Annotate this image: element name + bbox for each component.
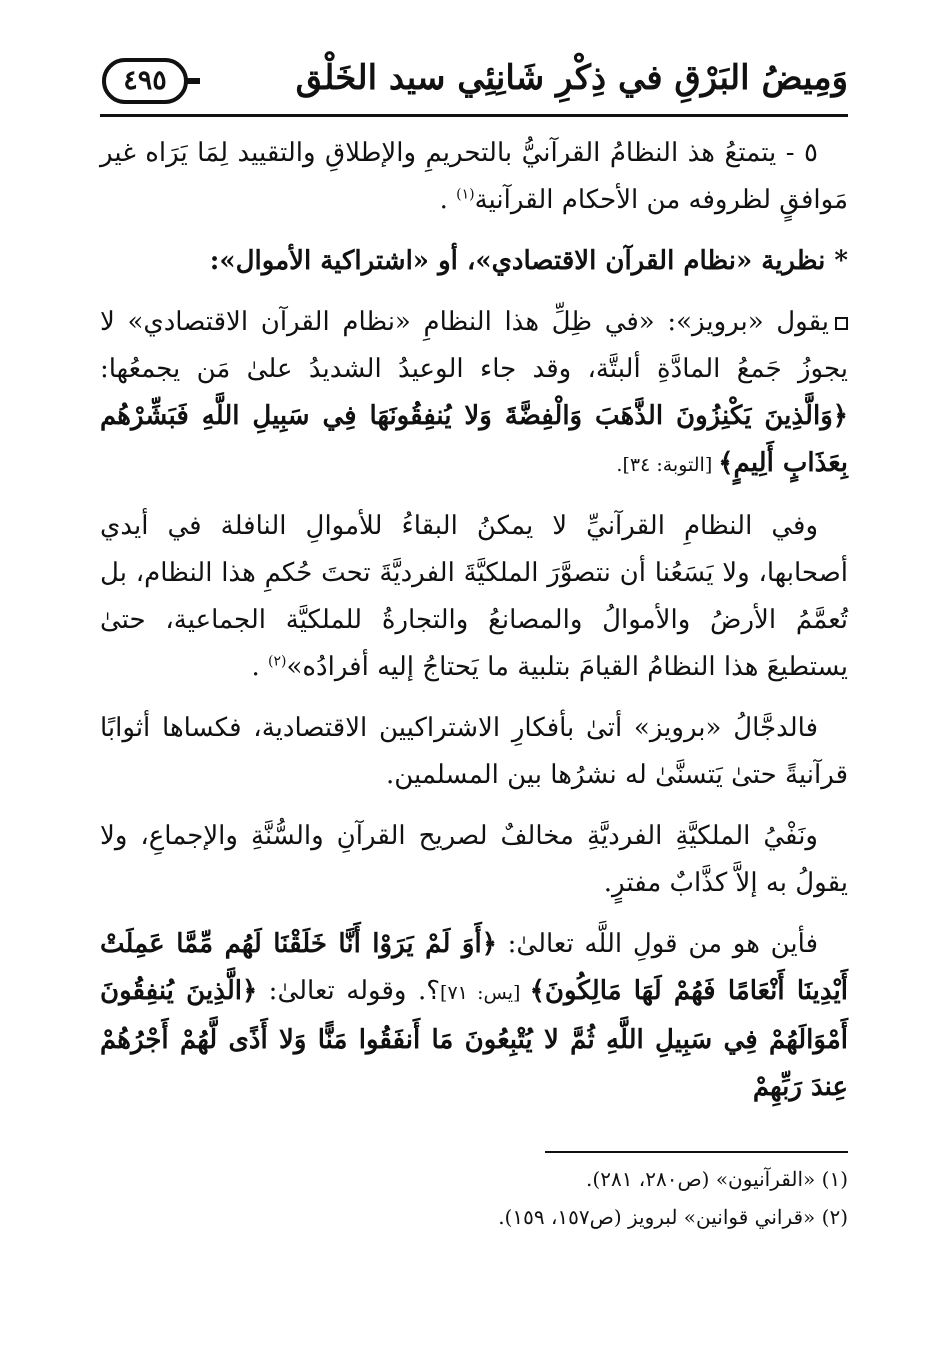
paragraph-end: . xyxy=(251,652,269,682)
paragraph-text: وفي النظامِ القرآنيِّ لا يمكنُ البقاءُ للأموالِ النافلة في أيدي أصحابها، ولا يَسَعُنا أن نتصوَّرَ الملكيَّةَ الفرديَّةَ تحتَ حُكمِ هذا النظام، بل تُعمَّمُ الأرضُ والأموالُ والمصانعُ والتجارةُ للملكيَّة الجماعية، حتىٰ يستطيعَ هذا النظامُ القيامَ بتلبية ما يَحتاجُ إليه أفرادُه» xyxy=(100,511,848,682)
paragraph-end: . xyxy=(439,185,457,215)
paragraph-quote-cont xyxy=(100,503,848,691)
quran-verse: ﴿أَوَ لَمْ يَرَوْا أَنَّا خَلَقْنَا لَهُم مِّمَّا عَمِلَتْ أَيْدِينَا أَنْعَامًا فَهُمْ لَهَا مَالِكُونَ﴾ xyxy=(100,929,848,1006)
section-heading: * نظرية «نظام القرآن الاقتصادي»، أو «اشتراكية الأموال»: xyxy=(209,246,848,276)
footnote-2: (٢) «قراني قوانين» لبرويز (ص١٥٧، ١٥٩). xyxy=(498,1205,848,1229)
footnote-marker-2[interactable]: (٢) xyxy=(268,653,287,670)
paragraph-ruling: ونَفْيُ الملكيَّةِ الفرديَّةِ مخالفٌ لصريح القرآنِ والسُّنَّةِ والإجماعِ، ولا يقولُ به إلاَّ كذَّابٌ مفترٍ. xyxy=(100,821,848,898)
paragraph-text: يقول «برويز»: «في ظِلِّ هذا النظامِ «نظام القرآن الاقتصادي» لا يجوزُ جَمعُ المادَّةِ ألبتَّة، وقد جاء الوعيدُ الشديدُ علىٰ مَن يجمعُها: xyxy=(100,307,848,384)
page-number: ٤٩٥ xyxy=(102,58,188,104)
paragraph-commentary: فالدجَّالُ «برويز» أتىٰ بأفكارِ الاشتراكيين الاقتصادية، فكساها أثوابًا قرآنيةً حتىٰ يَتسنَّىٰ له نشرُها بين المسلمين. xyxy=(100,713,848,790)
running-header xyxy=(100,52,848,118)
quran-verse: ﴿وَالَّذِينَ يَكْنِزُونَ الذَّهَبَ وَالْفِضَّةَ وَلا يُنفِقُونَهَا فِي سَبِيلِ اللَّهِ فَبَشِّرْهُم بِعَذَابٍ أَلِيمٍ﴾ xyxy=(100,401,848,478)
header-divider xyxy=(100,114,848,117)
square-bullet-icon xyxy=(835,317,848,330)
paragraph-text: ٥ - يتمتعُ هذ النظامُ القرآنيُّ بالتحريمِ والإطلاقِ والتقييد لِمَا يَرَاه غير مَوافقٍ لظروفه من الأحكام القرآنية xyxy=(100,138,848,215)
footnotes xyxy=(100,1160,848,1236)
paragraph-point-5 xyxy=(100,130,848,224)
paragraph-evidence xyxy=(100,921,848,1111)
page-badge-decoration xyxy=(186,78,200,84)
footnote-1: (١) «القرآنيون» (ص٢٨٠، ٢٨١). xyxy=(586,1167,848,1191)
paragraph-text: فأين هو من قولِ اللَّه تعالىٰ: xyxy=(496,929,819,959)
main-text xyxy=(100,130,848,1125)
footnote-divider xyxy=(545,1151,848,1153)
paragraph-quote-intro xyxy=(100,299,848,489)
footnote-marker-1[interactable]: (١) xyxy=(456,186,475,203)
verse-reference: [يس: ٧١] xyxy=(440,982,530,1004)
book-title: وَمِيضُ البَرْقِ في ذِكْرِ شَانِئِي سيد الخَلْق xyxy=(295,58,848,98)
quran-verse: ﴿الَّذِينَ يُنفِقُونَ أَمْوَالَهُمْ فِي سَبِيلِ اللَّهِ ثُمَّ لا يُتْبِعُونَ مَا أَنفَقُوا مَنًّا وَلا أَذًى لَّهُمْ أَجْرُهُمْ عِندَ رَبِّهِمْ xyxy=(100,976,848,1102)
paragraph-text: ؟. وقوله تعالىٰ: xyxy=(257,976,441,1006)
verse-reference: [التوبة: ٣٤]. xyxy=(616,454,719,476)
